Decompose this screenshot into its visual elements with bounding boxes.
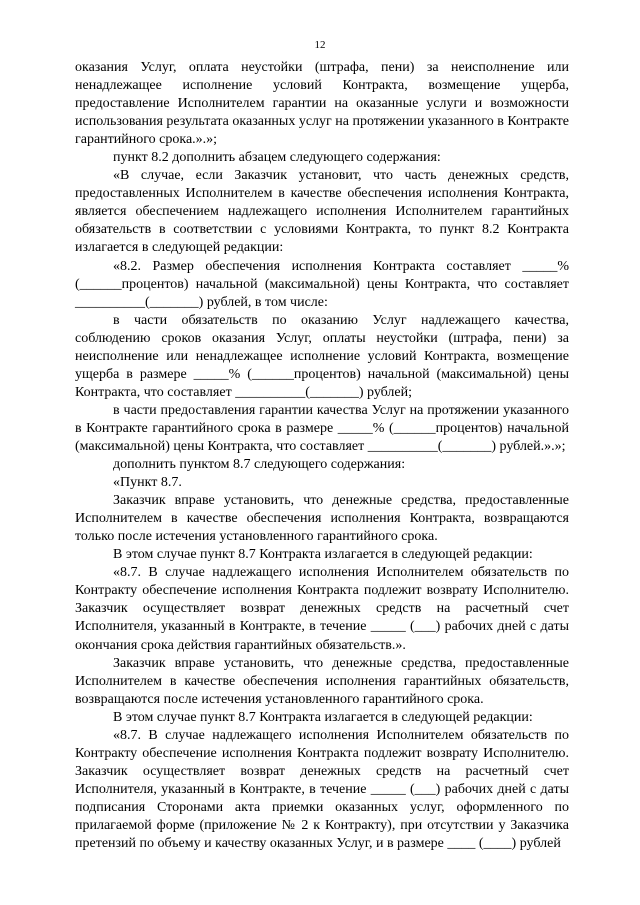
- paragraph: «8.2. Размер обеспечения исполнения Контракта составляет _____% (______процентов) начальной (максимальной) цены Контракта, что составляет __________(_______) рублей, в том числе:: [75, 258, 569, 310]
- page-number: 12: [314, 39, 326, 51]
- paragraph: «В случае, если Заказчик установит, что часть денежных средств, предоставленных Исполнителем в качестве обеспечения исполнения Контракта, является обеспечением надлежащего исполнения Исполнителем гарантийных обязательств в соответствии с условиями Контракта, то пункт 8.2 Контракта излагается в следующей редакции:: [75, 168, 569, 256]
- paragraph: «Пункт 8.7.: [113, 475, 182, 491]
- paragraph: Заказчик вправе установить, что денежные средства, предоставленные Исполнителем в качестве обеспечения исполнения гарантийных обязательств, возвращаются после истечения установленного гарантийного срока.: [75, 655, 569, 707]
- paragraph: пункт 8.2 дополнить абзацем следующего содержания:: [113, 150, 441, 166]
- paragraph: «8.7. В случае надлежащего исполнения Исполнителем обязательств по Контракту обеспечение исполнения Контракта подлежит возврату Исполнителю. Заказчик осуществляет возврат денежных средств на расчетный счет Исполнителя, указанный в Контракте, в течение _____ (___) рабочих дней с даты окончания срока действия гарантийных обязательств.».: [75, 565, 569, 653]
- paragraph: В этом случае пункт 8.7 Контракта излагается в следующей редакции:: [113, 547, 533, 563]
- paragraph: в части обязательств по оказанию Услуг надлежащего качества, соблюдению сроков оказания Услуг, оплаты неустойки (штрафа, пени) за неисполнение или ненадлежащее исполнение условий Контракта, возмещение ущерба в размере _____% (______процентов) начальной (максимальной) цены Контракта, что составляет __________(_______) рублей;: [75, 312, 569, 400]
- body-text: [75, 59, 569, 853]
- paragraph: В этом случае пункт 8.7 Контракта излагается в следующей редакции:: [113, 709, 533, 725]
- paragraph: «8.7. В случае надлежащего исполнения Исполнителем обязательств по Контракту обеспечение исполнения Контракта подлежит возврату Исполнителю. Заказчик осуществляет возврат денежных средств на расчетный счет Исполнителя, указанный в Контракте, в течение _____ (___) рабочих дней с даты подписания Сторонами акта приемки оказанных услуг, оформленного по прилагаемой форме (приложение № 2 к Контракту), при отсутствии у Заказчика претензий по объему и качеству оказанных Услуг, и в размере ____ (____) рублей: [75, 727, 569, 852]
- paragraph: оказания Услуг, оплата неустойки (штрафа, пени) за неисполнение или ненадлежащее исполнение условий Контракта, возмещение ущерба, предоставление Исполнителем гарантии на оказанные услуги и возможности использования результата оказанных услуг на протяжении указанного в Контракте гарантийного срока.».»;: [75, 60, 569, 148]
- paragraph: Заказчик вправе установить, что денежные средства, предоставленные Исполнителем в качестве обеспечения исполнения Контракта, возвращаются только после истечения установленного гарантийного срока.: [75, 493, 569, 545]
- paragraph: в части предоставления гарантии качества Услуг на протяжении указанного в Контракте гарантийного срока в размере _____% (______процентов) начальной (максимальной) цены Контракта, что составляет __________(_______) рублей.».»;: [75, 402, 569, 454]
- paragraph: дополнить пунктом 8.7 следующего содержания:: [113, 457, 406, 473]
